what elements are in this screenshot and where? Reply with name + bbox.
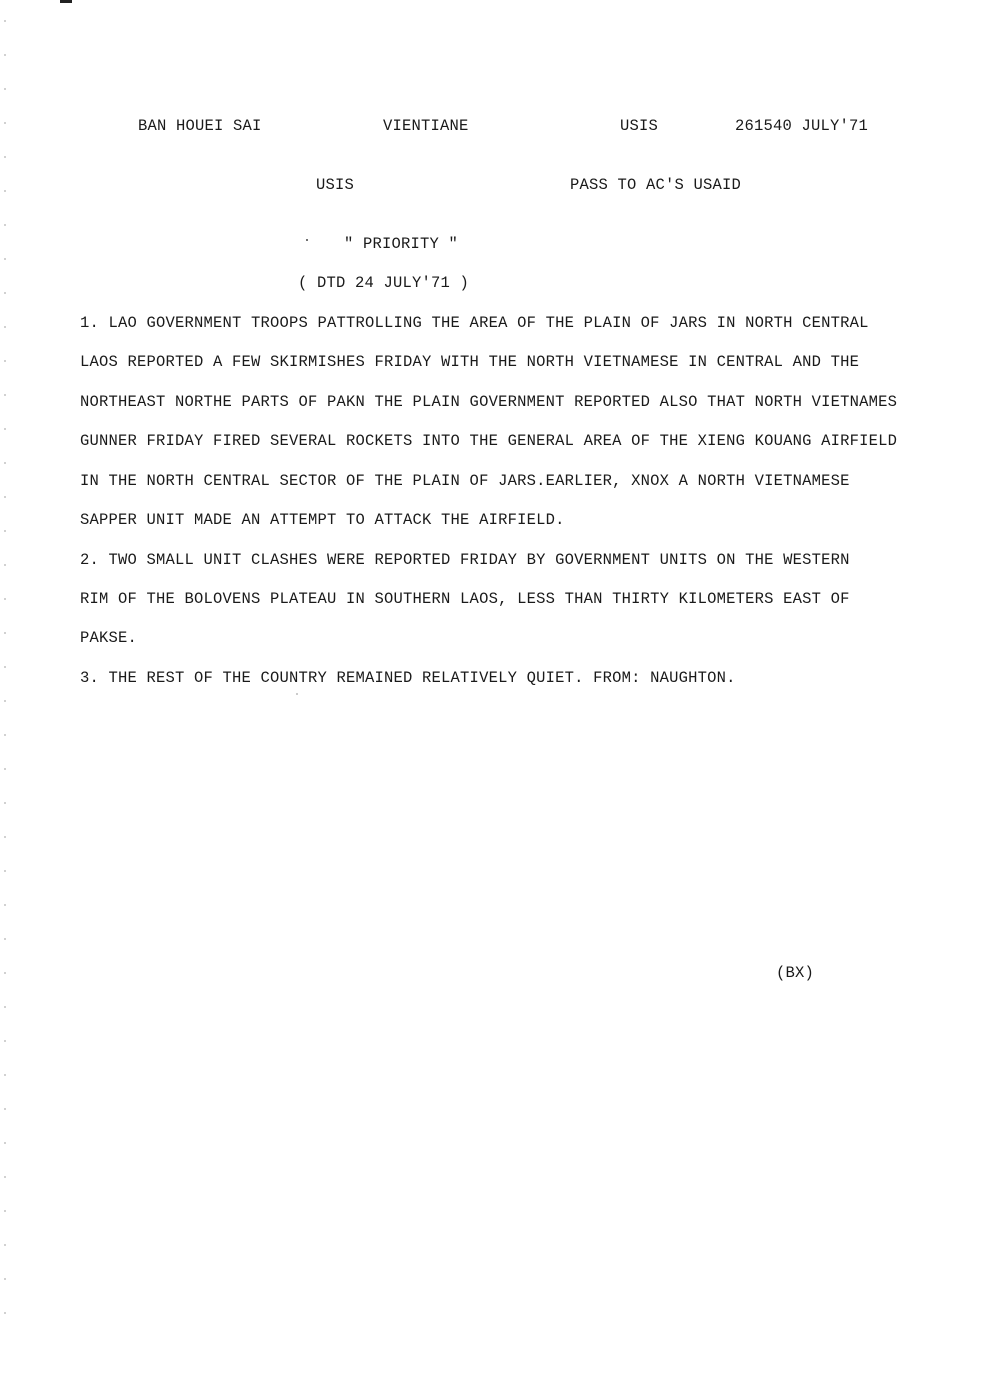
body-line: SAPPER UNIT MADE AN ATTEMPT TO ATTACK THE AIRFIELD.: [80, 511, 565, 529]
body-line: IN THE NORTH CENTRAL SECTOR OF THE PLAIN OF JARS.EARLIER, XNOX A NORTH VIETNAMESE: [80, 472, 850, 490]
body-line: 3. THE REST OF THE COUNTRY REMAINED RELATIVELY QUIET. FROM: NAUGHTON.: [80, 669, 736, 687]
ink-speck: [296, 693, 298, 695]
ink-speck: [306, 239, 308, 241]
body-line: NORTHEAST NORTHE PARTS OF PAKN THE PLAIN GOVERNMENT REPORTED ALSO THAT NORTH VIETNAMES: [80, 393, 898, 411]
body-line: RIM OF THE BOLOVENS PLATEAU IN SOUTHERN LAOS, LESS THAN THIRTY KILOMETERS EAST OF: [80, 590, 850, 608]
header-dtg: 261540 JULY'71: [735, 117, 869, 135]
routing-instruction: PASS TO AC'S USAID: [570, 176, 742, 194]
header-destination: VIENTIANE: [383, 117, 469, 135]
header-agency: USIS: [620, 117, 659, 135]
date-line: ( DTD 24 JULY'71 ): [298, 274, 470, 292]
body-line: 2. TWO SMALL UNIT CLASHES WERE REPORTED FRIDAY BY GOVERNMENT UNITS ON THE WESTERN: [80, 551, 850, 569]
routing-to: USIS: [316, 176, 355, 194]
body-line: LAOS REPORTED A FEW SKIRMISHES FRIDAY WITH THE NORTH VIETNAMESE IN CENTRAL AND THE: [80, 353, 860, 371]
header-origin: BAN HOUEI SAI: [138, 117, 262, 135]
body-line: PAKSE.: [80, 629, 138, 647]
body-line: 1. LAO GOVERNMENT TROOPS PATTROLLING THE AREA OF THE PLAIN OF JARS IN NORTH CENTRAL: [80, 314, 869, 332]
top-edge-mark: [60, 0, 72, 3]
operator-initials: (BX): [776, 964, 815, 982]
precedence: " PRIORITY ": [344, 235, 459, 253]
body-line: GUNNER FRIDAY FIRED SEVERAL ROCKETS INTO THE GENERAL AREA OF THE XIENG KOUANG AIRFIELD: [80, 432, 898, 450]
left-edge-punch-marks: [4, 20, 6, 1320]
